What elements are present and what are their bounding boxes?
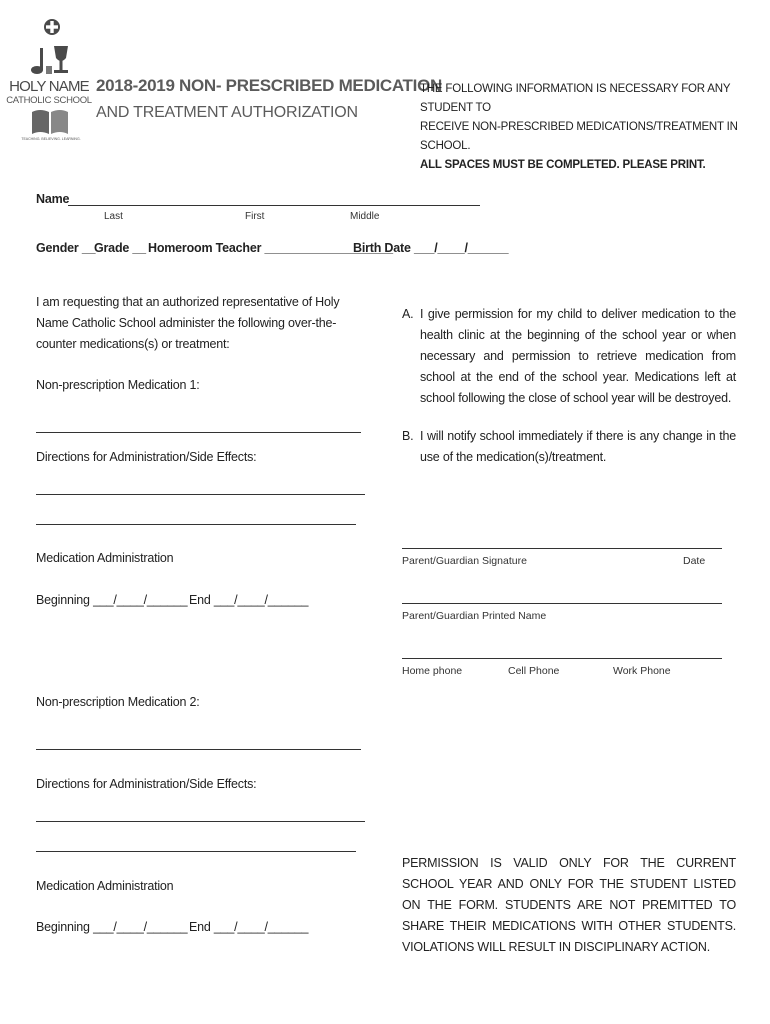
- gender-field[interactable]: Gender __: [36, 241, 96, 255]
- end2-field[interactable]: End ___/____/______: [189, 920, 309, 934]
- book-icon: [30, 108, 70, 136]
- item-b-marker: B.: [402, 429, 414, 443]
- item-a: [402, 304, 736, 409]
- notice-line-3: ALL SPACES MUST BE COMPLETED. PLEASE PRINT.: [420, 159, 706, 171]
- item-a-marker: A.: [402, 307, 414, 321]
- last-label: Last: [104, 211, 123, 222]
- directions2-line-2[interactable]: [36, 851, 356, 852]
- date-label: Date: [683, 555, 706, 567]
- cell-phone-label: Cell Phone: [508, 665, 560, 677]
- name-line[interactable]: [68, 205, 480, 206]
- directions1-line-2[interactable]: [36, 524, 356, 525]
- signature-label: Parent/Guardian Signature: [402, 555, 527, 567]
- med1-label: Non-prescription Medication 1:: [36, 378, 200, 392]
- middle-label: Middle: [350, 211, 380, 222]
- directions1-line-1[interactable]: [36, 494, 365, 495]
- logo-school: CATHOLIC SCHOOL: [6, 95, 92, 106]
- birth-date-field[interactable]: Birth Date ___/____/______: [353, 241, 509, 255]
- item-b: [402, 426, 736, 468]
- notice: [420, 80, 770, 175]
- phone-line[interactable]: [402, 658, 722, 659]
- notice-line-2: RECEIVE NON-PRESCRIBED MEDICATIONS/TREATMENT IN SCHOOL.: [420, 121, 738, 152]
- form-title: 2018-2019 NON- PRESCRIBED MEDICATION: [96, 76, 442, 95]
- grade-field[interactable]: Grade __: [94, 241, 146, 255]
- med2-line[interactable]: [36, 749, 361, 750]
- printed-name-line[interactable]: [402, 603, 722, 604]
- med1-line[interactable]: [36, 432, 361, 433]
- first-label: First: [245, 211, 265, 222]
- directions1-label: Directions for Administration/Side Effects:: [36, 450, 257, 464]
- beginning2-field[interactable]: Beginning ___/____/______: [36, 920, 188, 934]
- homeroom-teacher-field[interactable]: Homeroom Teacher ___________________: [148, 241, 393, 255]
- admin1-label: Medication Administration: [36, 551, 174, 565]
- signature-line[interactable]: [402, 548, 722, 549]
- beginning1-field[interactable]: Beginning ___/____/______: [36, 593, 188, 607]
- home-phone-label: Home phone: [402, 665, 463, 677]
- logo-name: HOLY NAME: [9, 78, 89, 95]
- logo-tagline: TEACHING. BELIEVING. LEARNING.: [21, 137, 81, 141]
- form-subtitle: AND TREATMENT AUTHORIZATION: [96, 104, 358, 121]
- directions2-line-1[interactable]: [36, 821, 365, 822]
- item-b-text: I will notify school immediately if there is any change in the use of the medication(s)/treatment.: [420, 429, 736, 464]
- request-text: I am requesting that an authorized representative of Holy Name Catholic School administer the following over-the-counter medications(s) or treatment:: [36, 295, 340, 351]
- printed-name-label: Parent/Guardian Printed Name: [402, 610, 547, 622]
- directions2-label: Directions for Administration/Side Effects:: [36, 777, 257, 791]
- name-label: Name: [36, 192, 70, 206]
- admin2-label: Medication Administration: [36, 879, 174, 893]
- work-phone-label: Work Phone: [613, 665, 671, 677]
- permission-notice: PERMISSION IS VALID ONLY FOR THE CURRENT SCHOOL YEAR AND ONLY FOR THE STUDENT LISTED ON THE FORM. STUDENTS ARE NOT PREMITTED TO SHARE THEIR MEDICATIONS WITH OTHER STUDENTS. VIOLATIONS WILL RESULT IN DISCIPLINARY ACTION.: [402, 856, 736, 954]
- med2-label: Non-prescription Medication 2:: [36, 695, 200, 709]
- notice-line-1: THE FOLLOWING INFORMATION IS NECESSARY FOR ANY STUDENT TO: [420, 83, 731, 114]
- end1-field[interactable]: End ___/____/______: [189, 593, 309, 607]
- item-a-text: I give permission for my child to deliver medication to the health clinic at the beginning of the school year or when necessary and permission to retrieve medication from school at the end of the school year. Medications left at school following the close of school year will be destroyed.: [420, 307, 736, 405]
